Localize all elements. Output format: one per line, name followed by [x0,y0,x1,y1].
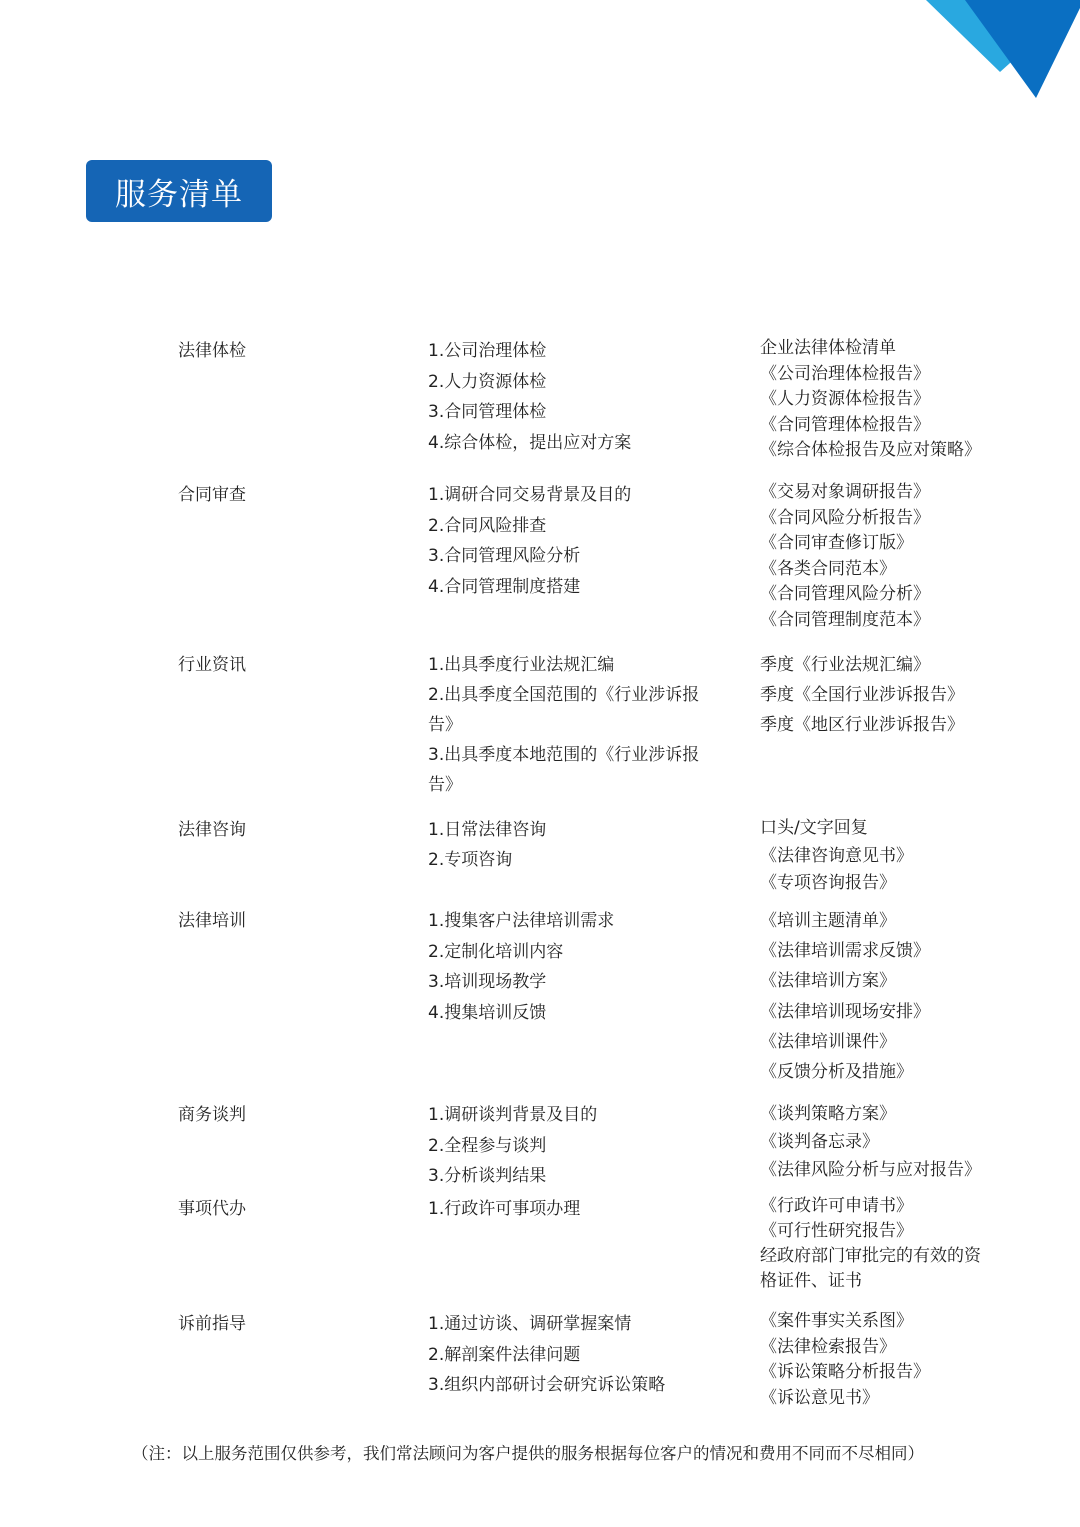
deliverable-item: 《合同管理风险分析》 [760,584,930,604]
service-steps [428,650,710,800]
step-item: 2.定制化培训内容 [428,941,564,962]
service-steps [428,480,718,602]
deliverable-item: 《法律培训课件》 [760,1031,896,1052]
deliverable-item: 季度《行业法规汇编》 [760,655,930,675]
service-steps [428,1309,718,1401]
service-category [178,1100,246,1130]
deliverable-item: 《人力资源体检报告》 [760,389,930,409]
deliverable-item: 《专项咨询报告》 [760,873,896,893]
step-item: 3.分析谈判结果 [428,1166,547,1186]
service-category [178,1309,246,1339]
step-item: 2.人力资源体检 [428,371,547,392]
deliverable-item: 季度《地区行业涉诉报告》 [760,715,964,735]
deliverable-item: 《合同管理制度范本》 [760,609,930,630]
deliverable-item: 《行政许可申请书》 [760,1196,913,1216]
corner-decoration [0,0,1080,110]
service-deliverables [760,1309,1000,1411]
deliverable-item: 《法律检索报告》 [760,1336,896,1357]
step-item: 2.全程参与谈判 [428,1135,547,1156]
service-deliverables [760,1194,992,1294]
step-item: 2.解剖案件法律问题 [428,1344,581,1365]
service-deliverables [760,906,1000,1087]
deliverable-item: 《谈判策略方案》 [760,1104,896,1124]
service-category [178,1194,246,1224]
category-label: 法律体检 [178,341,246,361]
category-label: 法律咨询 [178,820,246,840]
service-category [178,336,246,366]
deliverable-item: 《综合体检报告及应对策略》 [760,440,981,460]
deliverable-item: 《诉讼策略分析报告》 [760,1362,930,1382]
deliverable-item: 《谈判备忘录》 [760,1132,879,1152]
service-steps [428,336,718,458]
step-item: 2.出具季度全国范围的《行业涉诉报告》 [428,685,700,735]
step-item: 1.日常法律咨询 [428,820,547,840]
step-item: 1.调研谈判背景及目的 [428,1105,598,1125]
deliverable-item: 口头/文字回复 [760,818,868,838]
deliverable-item: 《法律培训方案》 [760,971,896,992]
step-item: 3.培训现场教学 [428,972,547,992]
step-item: 3.合同管理风险分析 [428,546,581,566]
deliverable-item: 《法律培训需求反馈》 [760,941,930,962]
step-item: 3.出具季度本地范围的《行业涉诉报告》 [428,745,700,795]
service-category [178,815,246,845]
deliverable-item: 《反馈分析及措施》 [760,1062,913,1083]
service-steps [428,1100,718,1192]
step-item: 4.搜集培训反馈 [428,1002,547,1023]
service-steps [428,906,718,1028]
service-deliverables [760,1100,1000,1184]
step-item: 1.公司治理体检 [428,341,547,361]
service-category [178,906,246,936]
deliverable-item: 《法律咨询意见书》 [760,845,913,866]
service-category [178,480,246,510]
step-item: 1.调研合同交易背景及目的 [428,485,632,505]
deliverable-item: 《各类合同范本》 [760,558,896,579]
step-item: 2.合同风险排查 [428,515,547,536]
step-item: 1.行政许可事项办理 [428,1199,581,1219]
service-deliverables [760,815,1000,898]
step-item: 3.组织内部研讨会研究诉讼策略 [428,1375,666,1395]
service-steps [428,815,718,875]
deliverable-item: 《合同审查修订版》 [760,533,913,553]
category-label: 法律培训 [178,911,246,931]
deliverable-item: 《培训主题清单》 [760,911,896,931]
category-label: 商务谈判 [178,1105,246,1125]
deliverable-item: 企业法律体检清单 [760,338,896,358]
category-label: 行业资讯 [178,655,246,675]
deliverable-item: 经政府部门审批完的有效的资格证件、证书 [760,1246,981,1291]
step-item: 1.通过访谈、调研掌握案情 [428,1314,632,1334]
deliverable-item: 《合同管理体检报告》 [760,414,930,435]
step-item: 1.出具季度行业法规汇编 [428,655,615,675]
deliverable-item: 《案件事实关系图》 [760,1311,913,1331]
page-title: 服务清单 [86,160,272,222]
service-steps [428,1194,718,1224]
step-item: 3.合同管理体检 [428,402,547,422]
step-item: 1.搜集客户法律培训需求 [428,911,615,931]
step-item: 4.合同管理制度搭建 [428,576,581,597]
step-item: 2.专项咨询 [428,850,513,870]
deliverable-item: 《交易对象调研报告》 [760,482,930,502]
step-item: 4.综合体检，提出应对方案 [428,432,632,453]
footnote: （注：以上服务范围仅供参考，我们常法顾问为客户提供的服务根据每位客户的情况和费用不同而不尽相同） [132,1444,924,1463]
service-deliverables [760,650,1000,740]
deliverable-item: 《合同风险分析报告》 [760,507,930,528]
service-category [178,650,246,680]
category-label: 事项代办 [178,1199,246,1219]
deliverable-item: 《公司治理体检报告》 [760,363,930,384]
deliverable-item: 季度《全国行业涉诉报告》 [760,685,964,705]
category-label: 合同审查 [178,485,246,505]
category-label: 诉前指导 [178,1314,246,1334]
deliverable-item: 《法律风险分析与应对报告》 [760,1160,981,1180]
deliverable-item: 《诉讼意见书》 [760,1387,879,1408]
deliverable-item: 《法律培训现场安排》 [760,1001,930,1022]
deliverable-item: 《可行性研究报告》 [760,1221,913,1241]
service-deliverables [760,480,1000,633]
service-deliverables [760,336,1000,464]
